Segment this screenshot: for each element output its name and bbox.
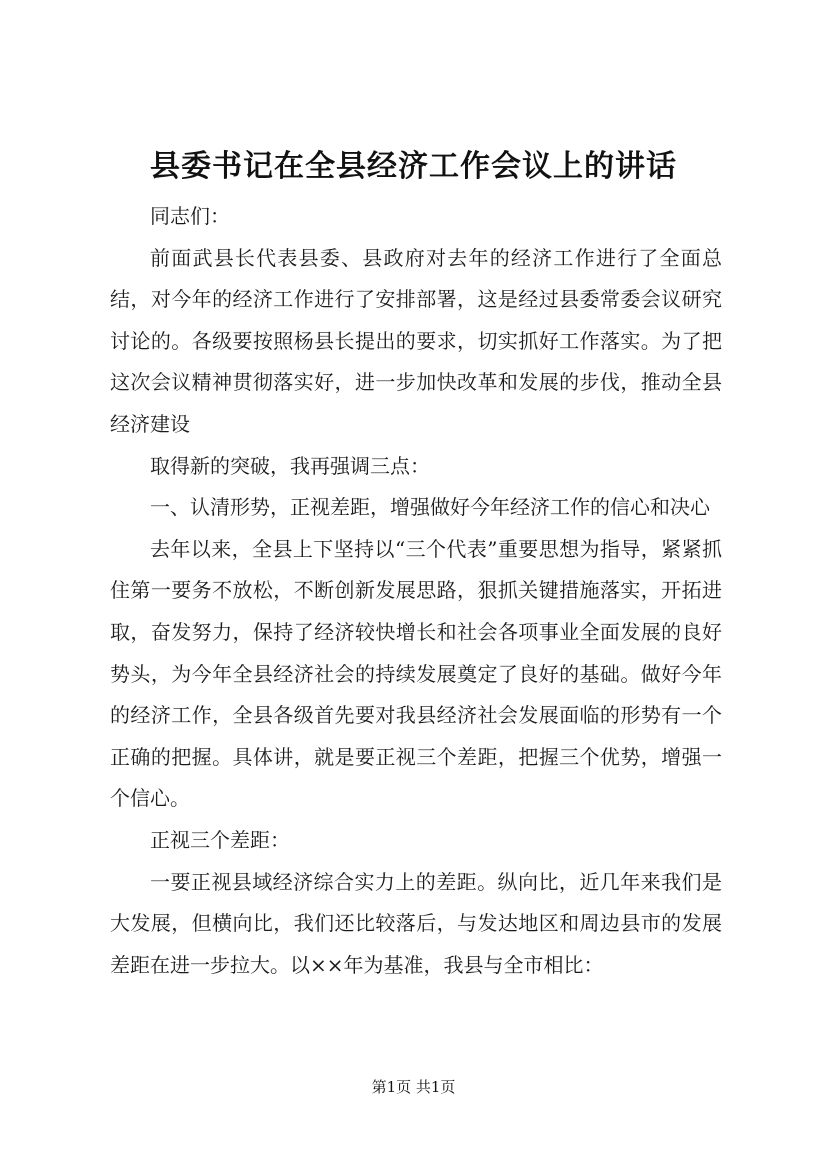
section-heading-1: 一、认清形势，正视差距，增强做好今年经济工作的信心和决心 (150, 495, 710, 520)
situation-paragraph: 去年以来，全县上下坚持以“三个代表”重要思想为指导，紧紧抓住第一要务不放松，不断创新发展思路，狠抓关键措施落实，开拓进取，奋发努力，保持了经济较快增长和社会各项事业全面发展的良好势头，为今年全县经济社会的持续发展奠定了良好的基础。做好今年的经济工作，全县各级首先要对我县经济社会发展面临的形势有一个正确的把握。具体讲，就是要正视三个差距，把握三个优势，增强一个信心。 (110, 536, 722, 811)
salutation-paragraph: 同志们： (150, 204, 230, 228)
gap-one-paragraph: 一要正视县域经济综合实力上的差距。纵向比，近几年来我们是大发展，但横向比，我们还比较落后，与发达地区和周边县市的发展差距在进一步拉大。以××年为基准，我县与全市相比： (110, 869, 722, 977)
intro-paragraph: 前面武县长代表县委、县政府对去年的经济工作进行了全面总结，对今年的经济工作进行了安排部署，这是经过县委常委会议研究讨论的。各级要按照杨县长提出的要求，切实抓好工作落实。为了把这次会议精神贯彻落实好，进一步加快改革和发展的步伐，推动全县经济建设 (110, 245, 722, 436)
subheading-three-gaps: 正视三个差距： (150, 827, 290, 852)
document-body (110, 196, 722, 986)
page-footer: 第1页 共1页 (371, 1078, 456, 1096)
emphasis-paragraph: 取得新的突破，我再强调三点： (150, 453, 430, 478)
document-title: 县委书记在全县经济工作会议上的讲话 (150, 149, 677, 184)
